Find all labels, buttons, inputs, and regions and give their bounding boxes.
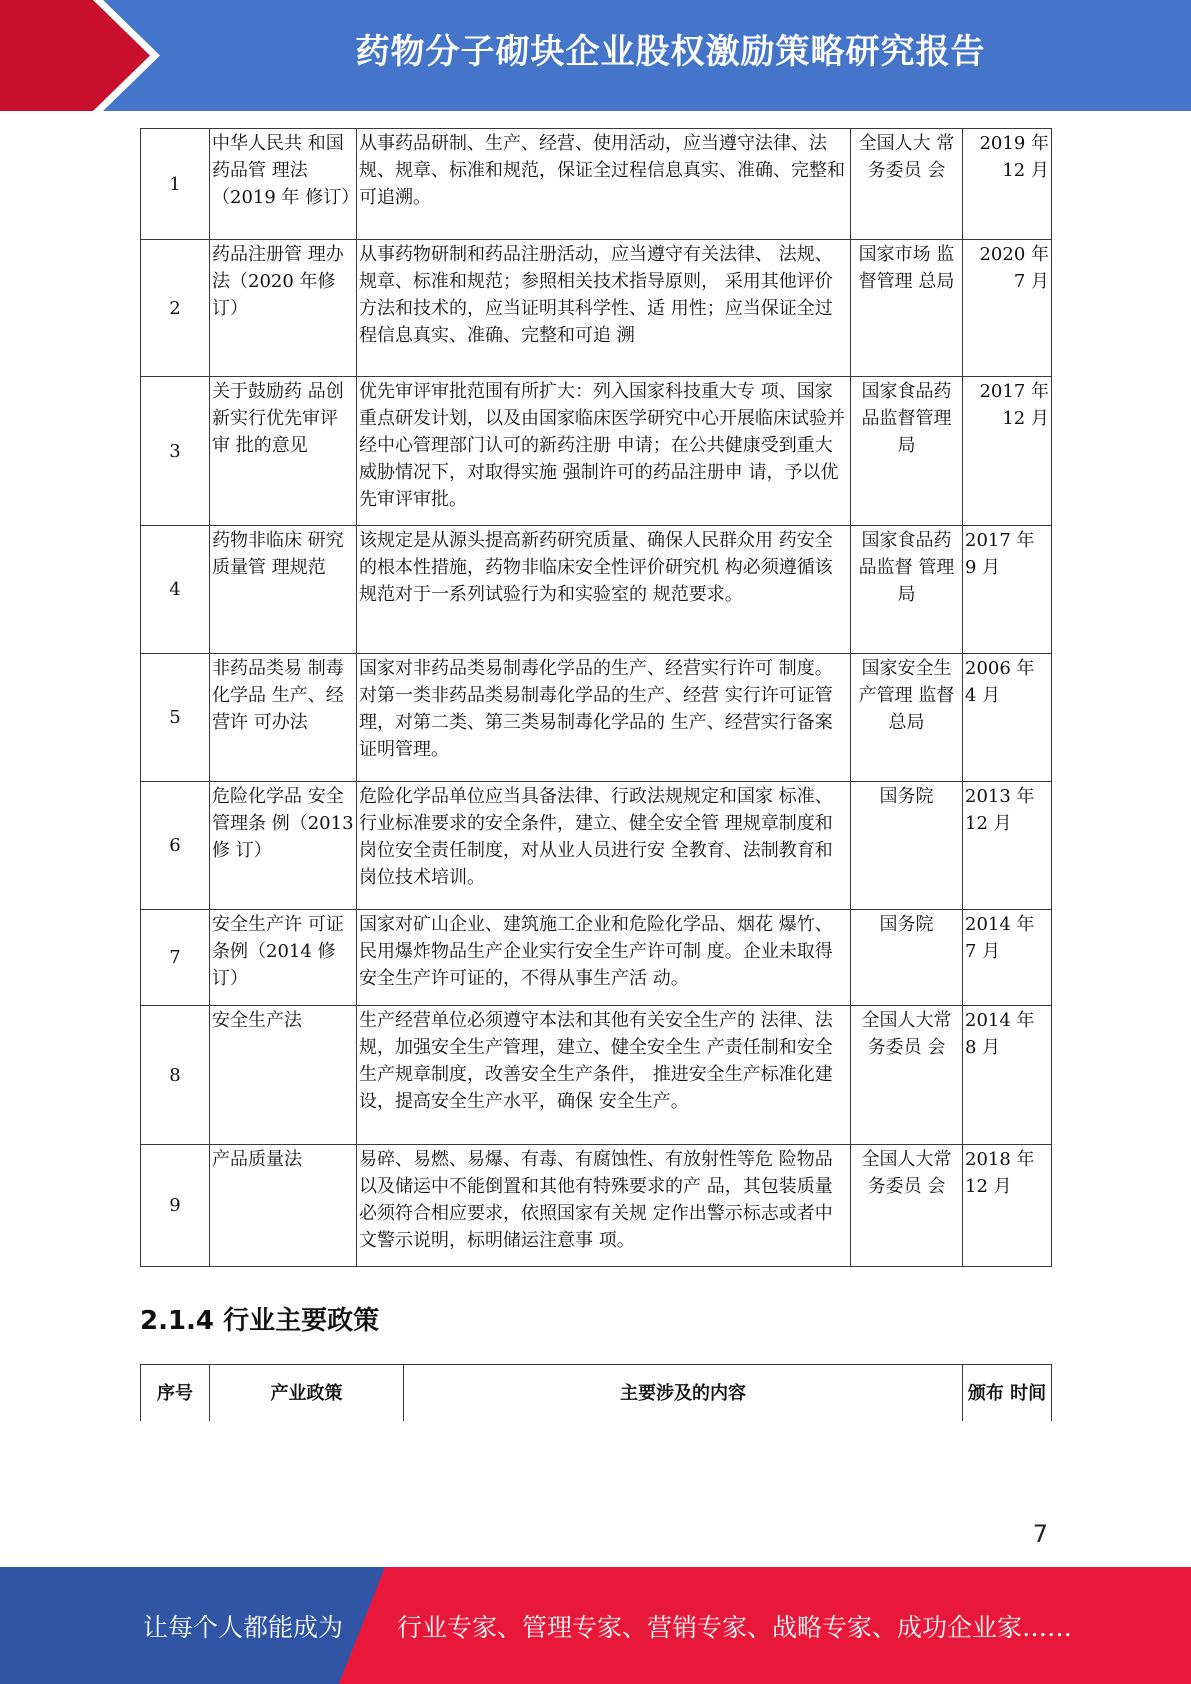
- row-number: 7: [141, 910, 210, 1006]
- regulation-name: 产品质量法: [210, 1145, 357, 1267]
- regulation-content: 生产经营单位必须遵守本法和其他有关安全生产的 法律、法规，加强安全生产管理，建立、健全安全生 产责任制和安全生产规章制度，改善安全生产条件， 推进安全生产标准化建设，提高安全生产水平，确保 安全生产。: [357, 1006, 851, 1145]
- regulation-content: 危险化学品单位应当具备法律、行政法规规定和国家 标准、行业标准要求的安全条件，建立、健全安全管 理规章制度和岗位安全责任制度，对从业人员进行安 全教育、法制教育和岗位技术培训。: [357, 782, 851, 910]
- report-title: 药物分子砌块企业股权激励策略研究报告: [355, 32, 986, 72]
- page-header: [0, 0, 1191, 111]
- row-number: 1: [141, 129, 210, 240]
- regulation-content: 该规定是从源头提高新药研究质量、确保人民群众用 药安全的根本性措施，药物非临床安全性评价研究机 构必须遵循该规范对于一系列试验行为和实验室的 规范要求。: [357, 526, 851, 654]
- issue-date: 2017 年 9 月: [963, 526, 1052, 654]
- regulation-name: 药物非临床 研究质量管 理规范: [210, 526, 357, 654]
- issue-date: 2017 年 12 月: [963, 377, 1052, 526]
- issuing-authority: 国务院: [851, 910, 963, 1006]
- regulation-name: 危险化学品 安全管理条 例（2013 修 订）: [210, 782, 357, 910]
- header-content: 主要涉及的内容: [404, 1365, 963, 1422]
- row-number: 3: [141, 377, 210, 526]
- regulation-name: 药品注册管 理办法（2020 年修订）: [210, 240, 357, 377]
- table-row: [141, 782, 1052, 910]
- table-row: [141, 129, 1052, 240]
- issue-date: 2014 年 7 月: [963, 910, 1052, 1006]
- row-number: 5: [141, 654, 210, 782]
- page-number: 7: [1032, 1520, 1048, 1548]
- table-header-row: [141, 1365, 1052, 1422]
- issuing-authority: 国家安全生产管理 监督总局: [851, 654, 963, 782]
- issuing-authority: 国家市场 监督管理 总局: [851, 240, 963, 377]
- regulation-name: 关于鼓励药 品创新实行优先审评审 批的意见: [210, 377, 357, 526]
- issuing-authority: 国家食品药品监督管理局: [851, 377, 963, 526]
- row-number: 9: [141, 1145, 210, 1267]
- issuing-authority: 全国人大 常务委员 会: [851, 129, 963, 240]
- footer-slogan-left: 让每个人都能成为: [143, 1613, 344, 1642]
- table-row: [141, 377, 1052, 526]
- industry-policy-table: [140, 1364, 1052, 1421]
- row-number: 8: [141, 1006, 210, 1145]
- header-chevron-red: [0, 0, 150, 111]
- issuing-authority: 全国人大常务委员 会: [851, 1006, 963, 1145]
- issue-date: 2020 年 7 月: [963, 240, 1052, 377]
- regulation-name: 安全生产法: [210, 1006, 357, 1145]
- row-number: 2: [141, 240, 210, 377]
- issuing-authority: 全国人大常务委员 会: [851, 1145, 963, 1267]
- regulation-content: 国家对矿山企业、建筑施工企业和危险化学品、烟花 爆竹、民用爆炸物品生产企业实行安全生产许可制 度。企业未取得安全生产许可证的，不得从事生产活 动。: [357, 910, 851, 1006]
- issue-date: 2006 年 4 月: [963, 654, 1052, 782]
- header-date: 颁布 时间: [963, 1365, 1052, 1422]
- page-footer: [0, 1567, 1191, 1684]
- regulation-name: 非药品类易 制毒化学品 生产、经营许 可办法: [210, 654, 357, 782]
- table-row: [141, 1145, 1052, 1267]
- regulation-content: 从事药物研制和药品注册活动，应当遵守有关法律、 法规、规章、标准和规范；参照相关技术指导原则， 采用其他评价方法和技术的，应当证明其科学性、适 用性；应当保证全过程信息真实、准确、完整和可追 溯: [357, 240, 851, 377]
- issue-date: 2019 年 12 月: [963, 129, 1052, 240]
- regulation-content: 易碎、易燃、易爆、有毒、有腐蚀性、有放射性等危 险物品以及储运中不能倒置和其他有特殊要求的产 品，其包装质量必须符合相应要求，依照国家有关规 定作出警示标志或者中文警示说明，标明储运注意事 项。: [357, 1145, 851, 1267]
- regulation-content: 国家对非药品类易制毒化学品的生产、经营实行许可 制度。对第一类非药品类易制毒化学品的生产、经营 实行许可证管理，对第二类、第三类易制毒化学品的 生产、经营实行备案证明管理。: [357, 654, 851, 782]
- table-row: [141, 240, 1052, 377]
- table-row: [141, 654, 1052, 782]
- issuing-authority: 国家食品药品监督 管理局: [851, 526, 963, 654]
- table-row: [141, 1006, 1052, 1145]
- footer-slogan-right: 行业专家、管理专家、营销专家、战略专家、成功企业家……: [397, 1613, 1073, 1642]
- regulation-name: 中华人民共 和国药品管 理法（2019 年 修订）: [210, 129, 357, 240]
- issue-date: 2013 年 12 月: [963, 782, 1052, 910]
- issue-date: 2014 年 8 月: [963, 1006, 1052, 1145]
- regulations-table-body: [141, 129, 1052, 1267]
- issuing-authority: 国务院: [851, 782, 963, 910]
- header-policy: 产业政策: [210, 1365, 404, 1422]
- issue-date: 2018 年 12 月: [963, 1145, 1052, 1267]
- header-num: 序号: [141, 1365, 210, 1422]
- regulation-content: 优先审评审批范围有所扩大：列入国家科技重大专 项、国家重点研发计划，以及由国家临床医学研究中心开展临床试验并经中心管理部门认可的新药注册 申请；在公共健康受到重大威胁情况下，对取得实施 强制许可的药品注册申 请，予以优先审评审批。: [357, 377, 851, 526]
- table-row: [141, 526, 1052, 654]
- regulation-name: 安全生产许 可证条例（2014 修订）: [210, 910, 357, 1006]
- table-row: [141, 910, 1052, 1006]
- row-number: 6: [141, 782, 210, 910]
- regulations-table: [140, 128, 1052, 1267]
- row-number: 4: [141, 526, 210, 654]
- section-heading: 2.1.4 行业主要政策: [140, 1306, 380, 1336]
- regulation-content: 从事药品研制、生产、经营、使用活动，应当遵守法律、法规、规章、标准和规范，保证全过程信息真实、准确、完整和可追溯。: [357, 129, 851, 240]
